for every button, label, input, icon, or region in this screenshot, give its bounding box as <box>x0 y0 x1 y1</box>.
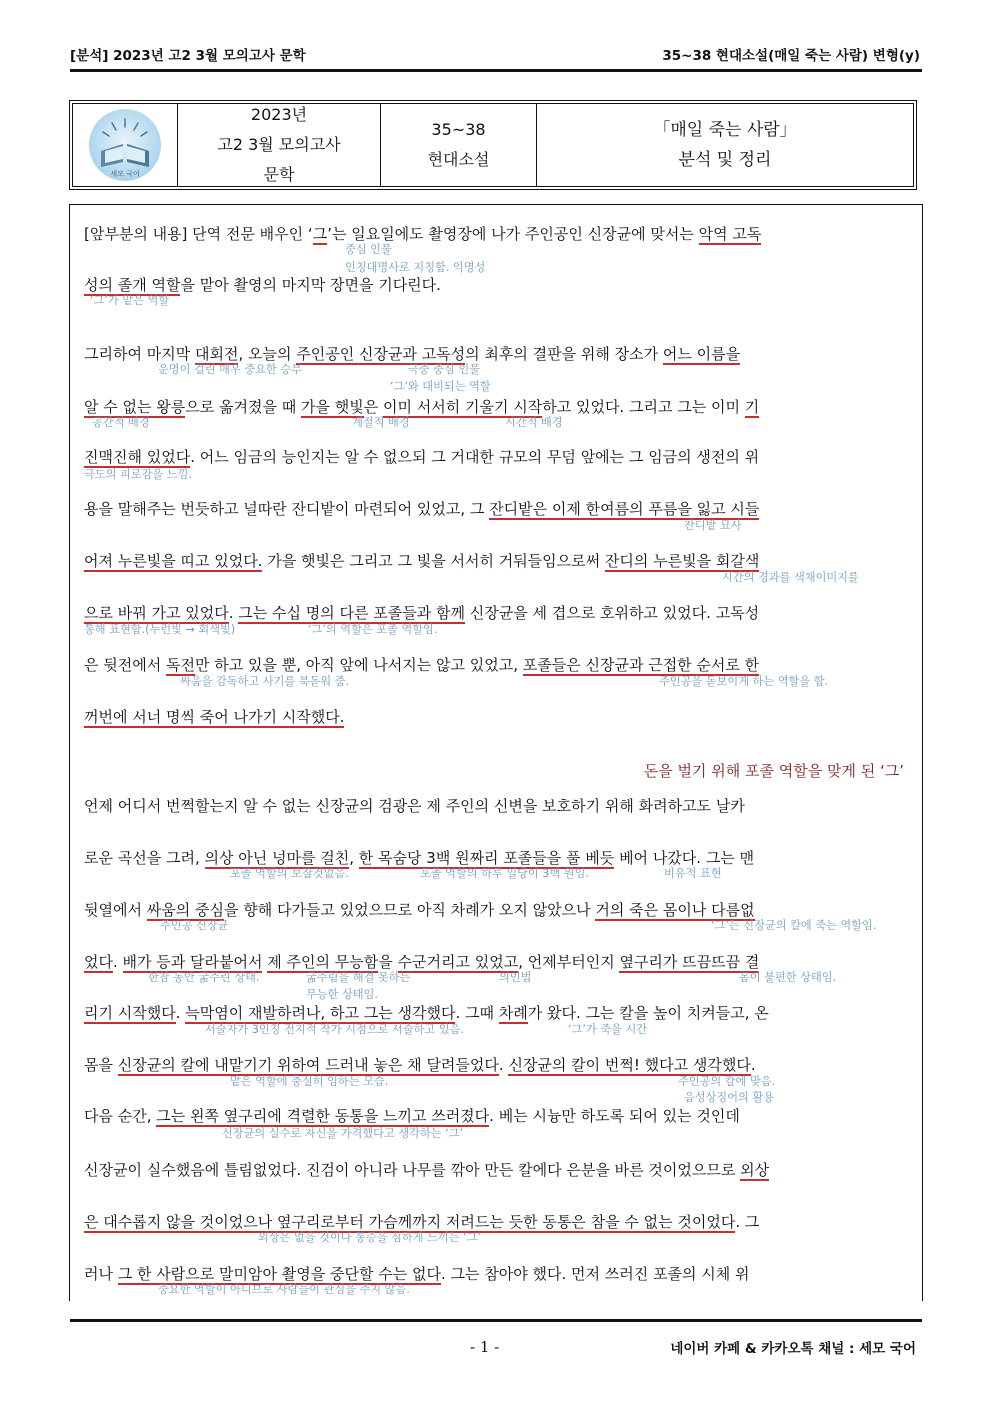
annotation-note: ‘그’는 신장균의 칼에 죽는 역할임. <box>711 919 877 932</box>
genre: 현대소설 <box>427 150 490 169</box>
passage-line <box>84 551 906 571</box>
underlined-phrase: 기 <box>744 398 760 416</box>
annotation-note: ‘그’가 맡은 역할 <box>90 294 170 307</box>
passage-text: 의 최후의 결판을 위해 장소가 <box>465 345 663 363</box>
passage-text: . 베는 시늉만 하도록 되어 있는 것인데 <box>489 1107 740 1125</box>
annotation-note: 굶주림을 해결 못하는 <box>306 971 411 984</box>
annotation-note: 몸이 불편한 상태임. <box>739 971 837 984</box>
underlined-phrase: 옆구리가 뜨끔뜨끔 결 <box>619 953 760 971</box>
passage-text: ’는 일요일에도 촬영장에 나가 주인공인 신장균에 맞서는 <box>327 225 699 243</box>
passage-text: 언제 어디서 번쩍할는지 알 수 없는 신장균의 검광은 제 주인의 신변을 보호하기 위해 화려하고도 날카 <box>84 797 745 815</box>
underlined-phrase: 거의 죽은 몸이나 다름없 <box>595 901 755 919</box>
annotation-note: 한참 동안 굶주린 상태. <box>148 971 260 984</box>
underlined-phrase: 알 수 없는 왕릉 <box>84 398 186 416</box>
underlined-phrase: 외상 <box>740 1161 770 1179</box>
underlined-phrase: 수군거리고 있었고 <box>397 953 519 971</box>
exam-cell <box>178 104 381 186</box>
underlined-phrase: 차례 <box>498 1004 528 1022</box>
passage-text: 가 왔다. 그는 칼을 높이 치켜들고, 온 <box>527 1004 769 1022</box>
underlined-phrase: 이미 서서히 기울기 시작 <box>383 398 543 416</box>
underlined-phrase: 리기 시작했다 <box>84 1004 176 1022</box>
annotation-note: 포졸 역할의 보잘것없음. <box>230 867 349 880</box>
underlined-phrase: 으로 바꿔 가고 있었다 <box>84 604 229 622</box>
underlined-phrase: 제 주인의 무능함 <box>267 953 379 971</box>
underlined-phrase: 의상 아닌 넝마를 걸친 <box>204 849 350 867</box>
passage-line <box>84 1106 906 1126</box>
annotation-note: 싸움을 감독하고 사기를 북돋워 줌. <box>180 675 350 688</box>
passage-text: . 그는 참아야 했다. 먼저 쓰러진 포졸의 시체 위 <box>440 1265 750 1283</box>
underlined-phrase: 은 대수롭지 않을 것이었으나 옆구리로부터 가슴께까지 저려드는 듯한 동통은 참을 수 없는 것이었다 <box>84 1213 736 1231</box>
passage-text: , 언제부터인지 <box>518 953 620 971</box>
annotation-note: 극중 중심 인물 <box>408 363 480 376</box>
passage-text: 으로 옮겨졌을 때 <box>185 398 301 416</box>
exam-year: 2023년 <box>250 105 308 124</box>
underlined-phrase: 성의 졸개 역할 <box>84 276 181 294</box>
passage-line <box>84 603 906 623</box>
exam-name: 고2 3월 모의고사 <box>217 135 341 154</box>
annotation-note: 중심 인물 <box>345 243 392 256</box>
page-number: - 1 - <box>470 1338 500 1356</box>
work-title-cell <box>537 104 913 186</box>
underlined-phrase: 신장균의 칼에 내맡기기 위하여 드러내 놓은 채 달려들었다 <box>117 1056 499 1074</box>
underlined-phrase: 그는 수십 명의 다른 포졸들과 함께 <box>238 604 465 622</box>
annotation-note: 주인공 신장균 <box>160 919 229 932</box>
passage-line <box>84 796 906 816</box>
passage-line <box>84 1055 906 1075</box>
passage-text: 몸을 <box>84 1056 118 1074</box>
passage-line <box>84 397 906 417</box>
passage-text: . <box>228 604 239 622</box>
underlined-phrase: 배가 등과 달라붙어서 <box>122 953 263 971</box>
passage-text: 용을 말해주는 번듯하고 널따란 잔디밭이 마련되어 있었고, 그 <box>84 500 490 518</box>
passage-line <box>84 1160 906 1180</box>
passage-line <box>84 848 906 868</box>
header-left-title: [분석] 2023년 고2 3월 모의고사 문학 <box>70 48 306 64</box>
passage-line <box>84 447 906 467</box>
passage-text: [앞부분의 내용] 단역 전문 배우인 ‘ <box>84 225 313 243</box>
passage-text: 신장균이 실수했음에 틀림없었다. 진검이 아니라 나무를 깎아 만든 칼에다 은분을 바른 것이었으므로 <box>84 1161 741 1179</box>
passage-line <box>84 344 906 364</box>
passage-line <box>84 499 906 519</box>
passage-text: 하고 있었다. 그리고 그는 이미 <box>542 398 745 416</box>
passage-text: , <box>349 849 359 867</box>
annotation-note: 통해 표현함.(누런빛 → 회색빛) <box>84 623 236 636</box>
passage-text: 을 향해 다가들고 있었으므로 아직 차례가 오지 않았으나 <box>223 901 596 919</box>
passage-line <box>84 275 906 295</box>
annotation-note: 주인공의 칼에 맞음. <box>678 1075 776 1088</box>
underlined-phrase: 그 한 사람으로 말미암아 촬영을 중단할 수는 없다 <box>117 1265 441 1283</box>
underlined-phrase: 잔디의 누른빛을 회갈색 <box>604 552 760 570</box>
annotation-note: 비유적 표현 <box>664 867 722 880</box>
passage-text: 베어 나갔다. 그는 맨 <box>614 849 755 867</box>
passage-text: 로운 곡선을 그려, <box>84 849 205 867</box>
passage-text: 가을 햇빛은 그리고 그 빛을 서서히 거둬들임으로써 <box>262 552 605 570</box>
footer-rule <box>70 1319 922 1322</box>
work-subtitle: 분석 및 정리 <box>678 150 772 170</box>
passage-line <box>84 655 906 675</box>
passage-text: 을 <box>378 953 398 971</box>
underlined-phrase: 신장균의 칼이 번쩍! 했다고 생각했다 <box>508 1056 751 1074</box>
book-logo-icon <box>87 107 163 183</box>
annotation-note: 음성상징어의 활용 <box>684 1091 775 1104</box>
annotation-note: 맡은 역할에 충실히 임하는 모습. <box>230 1075 389 1088</box>
annotation-note: 시간적 배경 <box>505 416 563 429</box>
passage-line <box>84 224 906 244</box>
header-rule <box>70 69 922 72</box>
underlined-phrase: 어져 누른빛을 띠고 있었다. <box>84 552 263 570</box>
underlined-phrase: 악역 고독 <box>698 225 762 243</box>
annotation-note: 인칭대명사로 지칭함. 익명성 <box>345 261 486 274</box>
annotation-note: 무능한 상태임. <box>306 988 378 1001</box>
annotation-note: ‘그’와 대비되는 역할 <box>390 380 491 393</box>
passage-text: 은 뒷전에서 <box>84 656 166 674</box>
annotation-note: ‘그’가 죽을 시간 <box>568 1023 648 1036</box>
annotation-note: 잔디밭 묘사 <box>684 519 742 532</box>
passage-line <box>84 1003 906 1023</box>
logo-cell <box>73 104 178 186</box>
annotation-note: 공간적 배경 <box>92 416 150 429</box>
question-range: 35~38 <box>431 120 486 139</box>
logo-text: 세모 국어 <box>110 170 140 178</box>
passage-line <box>84 952 906 972</box>
annotation-note: 신장균의 실수로 자신을 가격했다고 생각하는 ‘그’ <box>222 1127 464 1140</box>
underlined-phrase: 꺼번에 서너 명씩 죽어 나가기 시작했다. <box>84 708 345 726</box>
passage-text: . <box>498 1056 509 1074</box>
annotation-note: 의인법 <box>499 971 532 984</box>
passage-text: 만 하고 있을 뿐, 아직 앞에 나서지는 않고 있었고, <box>194 656 523 674</box>
passage-text: 신장균을 세 겹으로 호위하고 있었다. 고독성 <box>464 604 760 622</box>
passage-text: 그리하여 마지막 <box>84 345 195 363</box>
underlined-phrase: 대회전 <box>194 345 239 363</box>
annotation-note: 서술자가 3인칭 전지적 작가 시점으로 서술하고 있음. <box>205 1023 464 1036</box>
work-title: 「매일 죽는 사람」 <box>653 120 797 140</box>
underlined-phrase: 포졸들은 신장균과 근접한 순서로 한 <box>522 656 760 674</box>
underlined-phrase: 주인공인 신장균과 고독성 <box>296 345 466 363</box>
passage-text: 뒷열에서 <box>84 901 147 919</box>
annotation-note: 주인공을 돋보이게 하는 역할을 함. <box>659 675 829 688</box>
annotation-note: 운명이 걸린 매우 중요한 승부 <box>158 363 302 376</box>
passage-text: . <box>112 953 123 971</box>
section-subheading: 돈을 벌기 위해 포졸 역할을 맞게 된 ‘그’ <box>643 762 904 780</box>
annotation-note: 극도의 피로감을 느낌. <box>84 468 192 481</box>
passage-line <box>84 707 906 727</box>
underlined-phrase: 한 목숨당 3백 원짜리 포졸들을 풀 베듯 <box>358 849 615 867</box>
underlined-phrase: 잔디밭은 이제 한여름의 푸름을 잃고 시들 <box>489 500 760 518</box>
passage-text: 다음 순간, <box>84 1107 157 1125</box>
passage-line <box>84 1264 906 1284</box>
underlined-phrase: 었다 <box>84 953 113 971</box>
underlined-phrase: 그 <box>312 225 328 243</box>
passage-text: 을 맡아 촬영의 마지막 장면을 기다린다. <box>180 276 441 294</box>
passage-text: . <box>750 1056 756 1074</box>
passage-text: 은 <box>363 398 383 416</box>
underlined-phrase: 가을 햇빛 <box>301 398 364 416</box>
annotation-note: 중요한 역할이 아니므로 사람들이 관심을 주지 않음. <box>158 1283 410 1296</box>
annotation-note: ‘그’의 역할은 포졸 역할임. <box>308 623 438 636</box>
passage-text: 러나 <box>84 1265 118 1283</box>
annotation-note: 시간의 경과를 색채이미지를 <box>722 571 859 584</box>
underlined-phrase: 어느 이름을 <box>662 345 741 363</box>
footer-channel: 네이버 카페 & 카카오톡 채널 : 세모 국어 <box>670 1341 916 1357</box>
passage-text: , 오늘의 <box>238 345 297 363</box>
underlined-phrase: 독전 <box>166 656 195 674</box>
underlined-phrase: 늑막염이 재발하려나, 하고 그는 생각했다 <box>185 1004 456 1022</box>
passage-text: . <box>175 1004 186 1022</box>
passage-text: . 어느 임금의 능인지는 알 수 없으되 그 거대한 규모의 무덤 앞에는 그 임금의 생전의 위 <box>190 448 760 466</box>
passage-line <box>84 1212 906 1232</box>
header-right-title: 35~38 현대소설(매일 죽는 사람) 변형(y) <box>662 48 920 64</box>
underlined-phrase: 싸움의 중심 <box>146 901 224 919</box>
annotation-note: 계절적 배경 <box>352 416 410 429</box>
underlined-phrase: 그는 왼쪽 옆구리에 격렬한 동통을 느끼고 쓰러졌다 <box>156 1107 490 1125</box>
passage-text: . 그 <box>735 1213 760 1231</box>
passage-text: . 그때 <box>455 1004 499 1022</box>
exam-subject: 문학 <box>263 165 295 184</box>
annotation-note: 외상은 없을 것이나 통증을 심하게 느끼는 ‘그’ <box>258 1231 481 1244</box>
question-range-cell <box>381 104 537 186</box>
passage-line <box>84 900 906 920</box>
annotation-note: 포졸 역할의 하루 일당이 3백 원임. <box>420 867 589 880</box>
title-box <box>69 100 917 190</box>
underlined-phrase: 진맥진해 있었다 <box>84 448 191 466</box>
